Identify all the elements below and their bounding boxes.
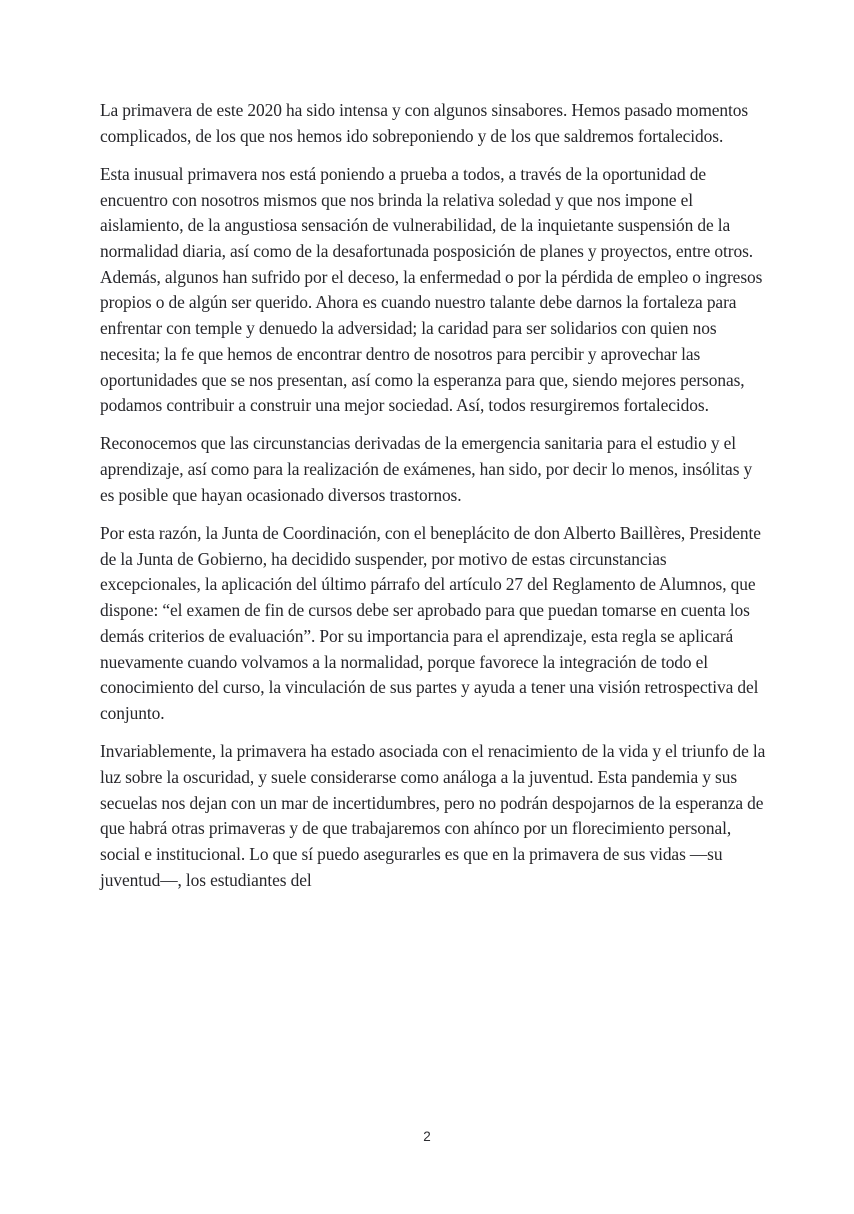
- body-paragraph-1: La primavera de este 2020 ha sido intensa y con algunos sinsabores. Hemos pasado momentos complicados, de los que nos hemos ido sobreponiendo y de los que saldremos fortalecidos.: [100, 100, 749, 146]
- body-paragraph-2: Esta inusual primavera nos está poniendo a prueba a todos, a través de la oportunidad de encuentro con nosotros mismos que nos brinda la relativa soledad y que nos impone el aislamiento, de la angustiosa sensación de vulnerabilidad, de la inquietante suspensión de la normalidad diaria, así como de la desafortunada posposición de planes y proyectos, entre otros. Además, algunos han sufrido por el deceso, la enfermedad o por la pérdida de empleo o ingresos propios o de algún ser querido. Ahora es cuando nuestro talante debe darnos la fortaleza para enfrentar con temple y denuedo la adversidad; la caridad para ser solidarios con quien nos necesita; la fe que hemos de encontrar dentro de nosotros para percibir y aprovechar las oportunidades que se nos presentan, así como la esperanza para que, siendo mejores personas, podamos contribuir a construir una mejor sociedad. Así, todos resurgiremos fortalecidos.: [100, 163, 763, 416]
- body-paragraph-5: Invariablemente, la primavera ha estado asociada con el renacimiento de la vida y el triunfo de la luz sobre la oscuridad, y suele considerarse como análoga a la juventud. Esta pandemia y sus secuelas nos dejan con un mar de incertidumbres, pero no podrán despojarnos de la esperanza de que habrá otras primaveras y de que trabajaremos con ahínco por un florecimiento personal, social e institucional. Lo que sí puedo asegurarles es que en la primavera de sus vidas —su juventud—, los estudiantes del: [100, 741, 766, 890]
- body-paragraph-4: Por esta razón, la Junta de Coordinación, con el beneplácito de don Alberto Baillères, Presidente de la Junta de Gobierno, ha decidido suspender, por motivo de estas circunstancias excepcionales, la aplicación del último párrafo del artículo 27 del Reglamento de Alumnos, que dispone: “el examen de fin de cursos debe ser aprobado para que puedan tomarse en cuenta los demás criterios de evaluación”. Por su importancia para el aprendizaje, esta regla se aplicará nuevamente cuando volvamos a la normalidad, porque favorece la integración de todo el conocimiento del curso, la vinculación de sus partes y ayuda a tener una visión retrospectiva del conjunto.: [100, 523, 761, 723]
- body-paragraph-3: Reconocemos que las circunstancias derivadas de la emergencia sanitaria para el estudio y el aprendizaje, así como para la realización de exámenes, han sido, por decir lo menos, insólitas y es posible que hayan ocasionado diversos trastornos.: [100, 433, 753, 505]
- document-body: [100, 98, 768, 893]
- page-number: 2: [423, 1129, 431, 1144]
